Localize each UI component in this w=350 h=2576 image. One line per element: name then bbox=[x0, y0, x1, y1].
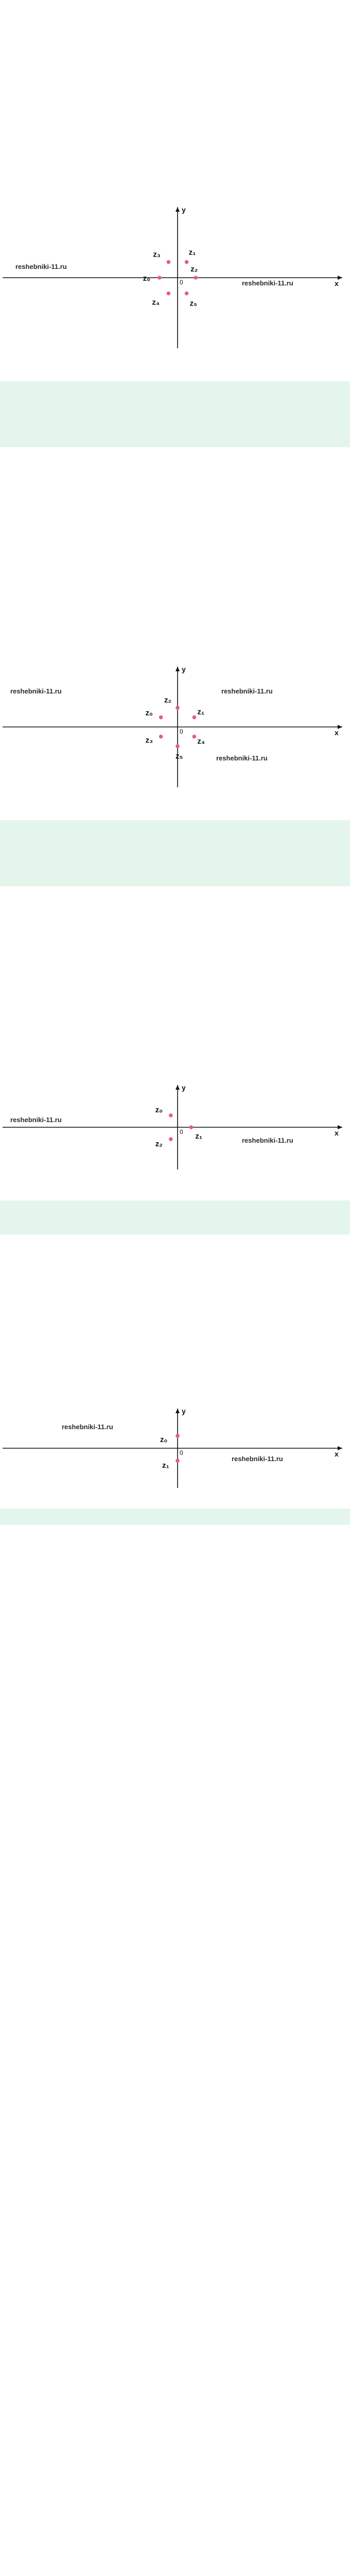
root-point-label: z₄ bbox=[152, 298, 160, 307]
complex-plane-svg bbox=[0, 1081, 350, 1174]
y-axis-arrow bbox=[176, 1085, 180, 1090]
answer-line bbox=[1, 1517, 346, 1524]
solution-line bbox=[1, 161, 346, 168]
solution-line bbox=[1, 1244, 346, 1251]
watermark: reshebniki-11.ru bbox=[242, 279, 293, 287]
solution-line bbox=[1, 946, 346, 953]
root-point bbox=[169, 1137, 173, 1141]
root-point-label: z₀ bbox=[143, 274, 151, 283]
solution-line bbox=[1, 895, 346, 903]
root-point bbox=[185, 260, 189, 264]
coordinates-line bbox=[1, 808, 346, 820]
coordinates-line bbox=[1, 1176, 346, 1188]
root-point-label: z₁ bbox=[162, 1461, 169, 1470]
solution-line bbox=[1, 456, 346, 464]
coordinates-line bbox=[1, 1501, 346, 1509]
plane-description bbox=[1, 640, 346, 662]
complex-plane-svg bbox=[0, 1404, 350, 1492]
solution-line bbox=[1, 530, 346, 542]
root-point bbox=[192, 735, 197, 739]
x-axis-label: x bbox=[335, 279, 339, 287]
plane-description bbox=[1, 1382, 346, 1403]
solution-line bbox=[1, 1039, 346, 1046]
solution-line bbox=[1, 1012, 346, 1019]
watermark: reshebniki-11.ru bbox=[10, 687, 62, 695]
root-point bbox=[176, 1459, 180, 1463]
answer-line bbox=[1, 389, 346, 402]
solution-line bbox=[1, 1314, 346, 1326]
solution-line bbox=[1, 1026, 346, 1039]
solution-line bbox=[1, 620, 346, 628]
root-point-label: z₃ bbox=[145, 736, 153, 745]
root-point bbox=[189, 1125, 194, 1129]
solution-line bbox=[1, 985, 346, 992]
root-point bbox=[192, 716, 197, 720]
answer-line bbox=[1, 402, 346, 414]
solution-line bbox=[1, 1294, 346, 1301]
solution-line bbox=[1, 46, 346, 54]
solution-line bbox=[1, 924, 346, 939]
solution-line bbox=[1, 1273, 346, 1287]
y-axis-label: y bbox=[182, 1083, 186, 1092]
solution-line bbox=[1, 496, 346, 503]
solution-line bbox=[1, 483, 346, 496]
answer-line bbox=[1, 821, 346, 834]
solution-line bbox=[1, 522, 346, 530]
solution-line bbox=[1, 61, 346, 73]
solution-line bbox=[1, 54, 346, 61]
problem-title bbox=[1, 1236, 346, 1244]
solution-line bbox=[1, 141, 346, 148]
plane-description bbox=[1, 1058, 346, 1080]
solution-line bbox=[1, 562, 346, 569]
solution-line bbox=[1, 903, 346, 917]
root-point-label: z₄ bbox=[197, 737, 205, 746]
solution-line bbox=[1, 464, 346, 471]
solution-line bbox=[1, 992, 346, 1005]
answer-line bbox=[1, 1201, 346, 1209]
root-point bbox=[169, 1113, 173, 1117]
root-point bbox=[185, 292, 189, 296]
root-point bbox=[159, 735, 163, 739]
solution-line bbox=[1, 114, 346, 127]
problem-title bbox=[1, 0, 346, 7]
coordinates-line bbox=[1, 793, 346, 801]
origin-label: 0 bbox=[180, 728, 183, 735]
answer-line bbox=[1, 1209, 346, 1221]
watermark: reshebniki-11.ru bbox=[232, 1455, 283, 1463]
origin-label: 0 bbox=[180, 1128, 183, 1136]
y-axis-label: y bbox=[182, 206, 186, 214]
solution-line bbox=[1, 569, 346, 581]
solution-line bbox=[1, 107, 346, 114]
root-point-label: z₀ bbox=[155, 1105, 163, 1114]
coordinates-line bbox=[1, 369, 346, 381]
answer-line bbox=[1, 414, 346, 421]
solution-line bbox=[1, 73, 346, 80]
solution-line bbox=[1, 1375, 346, 1382]
root-point-label: z₀ bbox=[160, 1435, 168, 1444]
coordinates-line bbox=[1, 801, 346, 808]
root-point bbox=[159, 716, 163, 720]
complex-plane-svg bbox=[0, 203, 350, 352]
answer-line bbox=[1, 873, 346, 885]
solution-line bbox=[1, 34, 346, 46]
solution-line bbox=[1, 80, 346, 88]
watermark: reshebniki-11.ru bbox=[10, 1116, 62, 1124]
coordinates-line bbox=[1, 354, 346, 362]
complex-plane bbox=[0, 1081, 350, 1174]
solution-line bbox=[1, 917, 346, 924]
root-point-label: z₁ bbox=[197, 707, 205, 717]
watermark: reshebniki-11.ru bbox=[15, 263, 67, 270]
solution-line bbox=[1, 1019, 346, 1026]
watermark: reshebniki-11.ru bbox=[216, 754, 268, 762]
y-axis-label: y bbox=[182, 665, 186, 673]
y-axis-arrow bbox=[176, 667, 180, 671]
solution-line bbox=[1, 95, 346, 107]
x-axis-label: x bbox=[335, 1450, 339, 1458]
solution-line bbox=[1, 1005, 346, 1012]
solution-line bbox=[1, 1367, 346, 1375]
answer-line bbox=[1, 1221, 346, 1233]
solution-line bbox=[1, 978, 346, 985]
solution-line bbox=[1, 1360, 346, 1367]
solution-line bbox=[1, 1333, 346, 1341]
root-point-label: z₅ bbox=[189, 299, 197, 308]
solution-line bbox=[1, 14, 346, 22]
answer-line bbox=[1, 853, 346, 866]
solution-line bbox=[1, 608, 346, 620]
root-point bbox=[176, 706, 180, 710]
solution-line bbox=[1, 628, 346, 640]
solution-line bbox=[1, 965, 346, 978]
y-axis-label: y bbox=[182, 1407, 186, 1415]
solution-line bbox=[1, 601, 346, 608]
root-point bbox=[194, 276, 198, 280]
solution-line bbox=[1, 1301, 346, 1314]
watermark: reshebniki-11.ru bbox=[221, 687, 273, 695]
solution-line bbox=[1, 549, 346, 562]
complex-plane bbox=[0, 663, 350, 791]
answer-line bbox=[1, 434, 346, 446]
coordinates-line bbox=[1, 362, 346, 369]
solution-line bbox=[1, 588, 346, 601]
x-axis-label: x bbox=[335, 728, 339, 737]
root-point bbox=[167, 260, 171, 264]
solution-line bbox=[1, 542, 346, 549]
answer-line bbox=[1, 382, 346, 389]
solution-line bbox=[1, 1046, 346, 1058]
root-point-label: z₀ bbox=[145, 708, 153, 718]
solution-line bbox=[1, 503, 346, 510]
origin-label: 0 bbox=[180, 279, 183, 286]
root-point-label: z₂ bbox=[190, 265, 198, 274]
solution-line bbox=[1, 22, 346, 34]
root-point bbox=[167, 292, 171, 296]
solution-line bbox=[1, 1326, 346, 1333]
root-point bbox=[176, 1434, 180, 1438]
solution-line bbox=[1, 1341, 346, 1353]
root-point-label: z₂ bbox=[155, 1140, 163, 1149]
root-point-label: z₂ bbox=[164, 696, 172, 705]
answer-line bbox=[1, 834, 346, 841]
root-point bbox=[157, 276, 162, 280]
x-axis-label: x bbox=[335, 1129, 339, 1137]
solution-line bbox=[1, 134, 346, 141]
answer-line bbox=[1, 866, 346, 873]
solution-line bbox=[1, 88, 346, 95]
solution-line bbox=[1, 953, 346, 965]
y-axis-arrow bbox=[176, 207, 180, 212]
root-point-label: z₃ bbox=[153, 250, 161, 259]
problem-title bbox=[1, 449, 346, 456]
complex-plane bbox=[0, 1404, 350, 1492]
coordinates-line bbox=[1, 1188, 346, 1200]
plane-description bbox=[1, 180, 346, 202]
complex-plane-svg bbox=[0, 663, 350, 791]
complex-plane bbox=[0, 203, 350, 352]
root-point bbox=[176, 744, 180, 749]
solution-line bbox=[1, 1287, 346, 1294]
solution-line bbox=[1, 939, 346, 946]
root-point-label: z₁ bbox=[188, 248, 196, 257]
solution-line bbox=[1, 581, 346, 588]
solution-line bbox=[1, 7, 346, 14]
solution-line bbox=[1, 148, 346, 161]
answer-line bbox=[1, 1510, 346, 1517]
watermark: reshebniki-11.ru bbox=[62, 1423, 113, 1431]
answer-line bbox=[1, 841, 346, 853]
solution-line bbox=[1, 510, 346, 522]
answer-line bbox=[1, 421, 346, 434]
problem-title bbox=[1, 888, 346, 895]
coordinates-line bbox=[1, 1494, 346, 1501]
origin-label: 0 bbox=[180, 1449, 183, 1456]
root-point-label: z₅ bbox=[176, 752, 183, 761]
solution-line bbox=[1, 1353, 346, 1360]
solution-line bbox=[1, 471, 346, 483]
solution-line bbox=[1, 1251, 346, 1265]
watermark: reshebniki-11.ru bbox=[242, 1137, 293, 1144]
solution-line bbox=[1, 127, 346, 134]
y-axis-arrow bbox=[176, 1409, 180, 1413]
root-point-label: z₁ bbox=[195, 1132, 203, 1141]
solution-line bbox=[1, 1265, 346, 1273]
solution-line bbox=[1, 168, 346, 180]
